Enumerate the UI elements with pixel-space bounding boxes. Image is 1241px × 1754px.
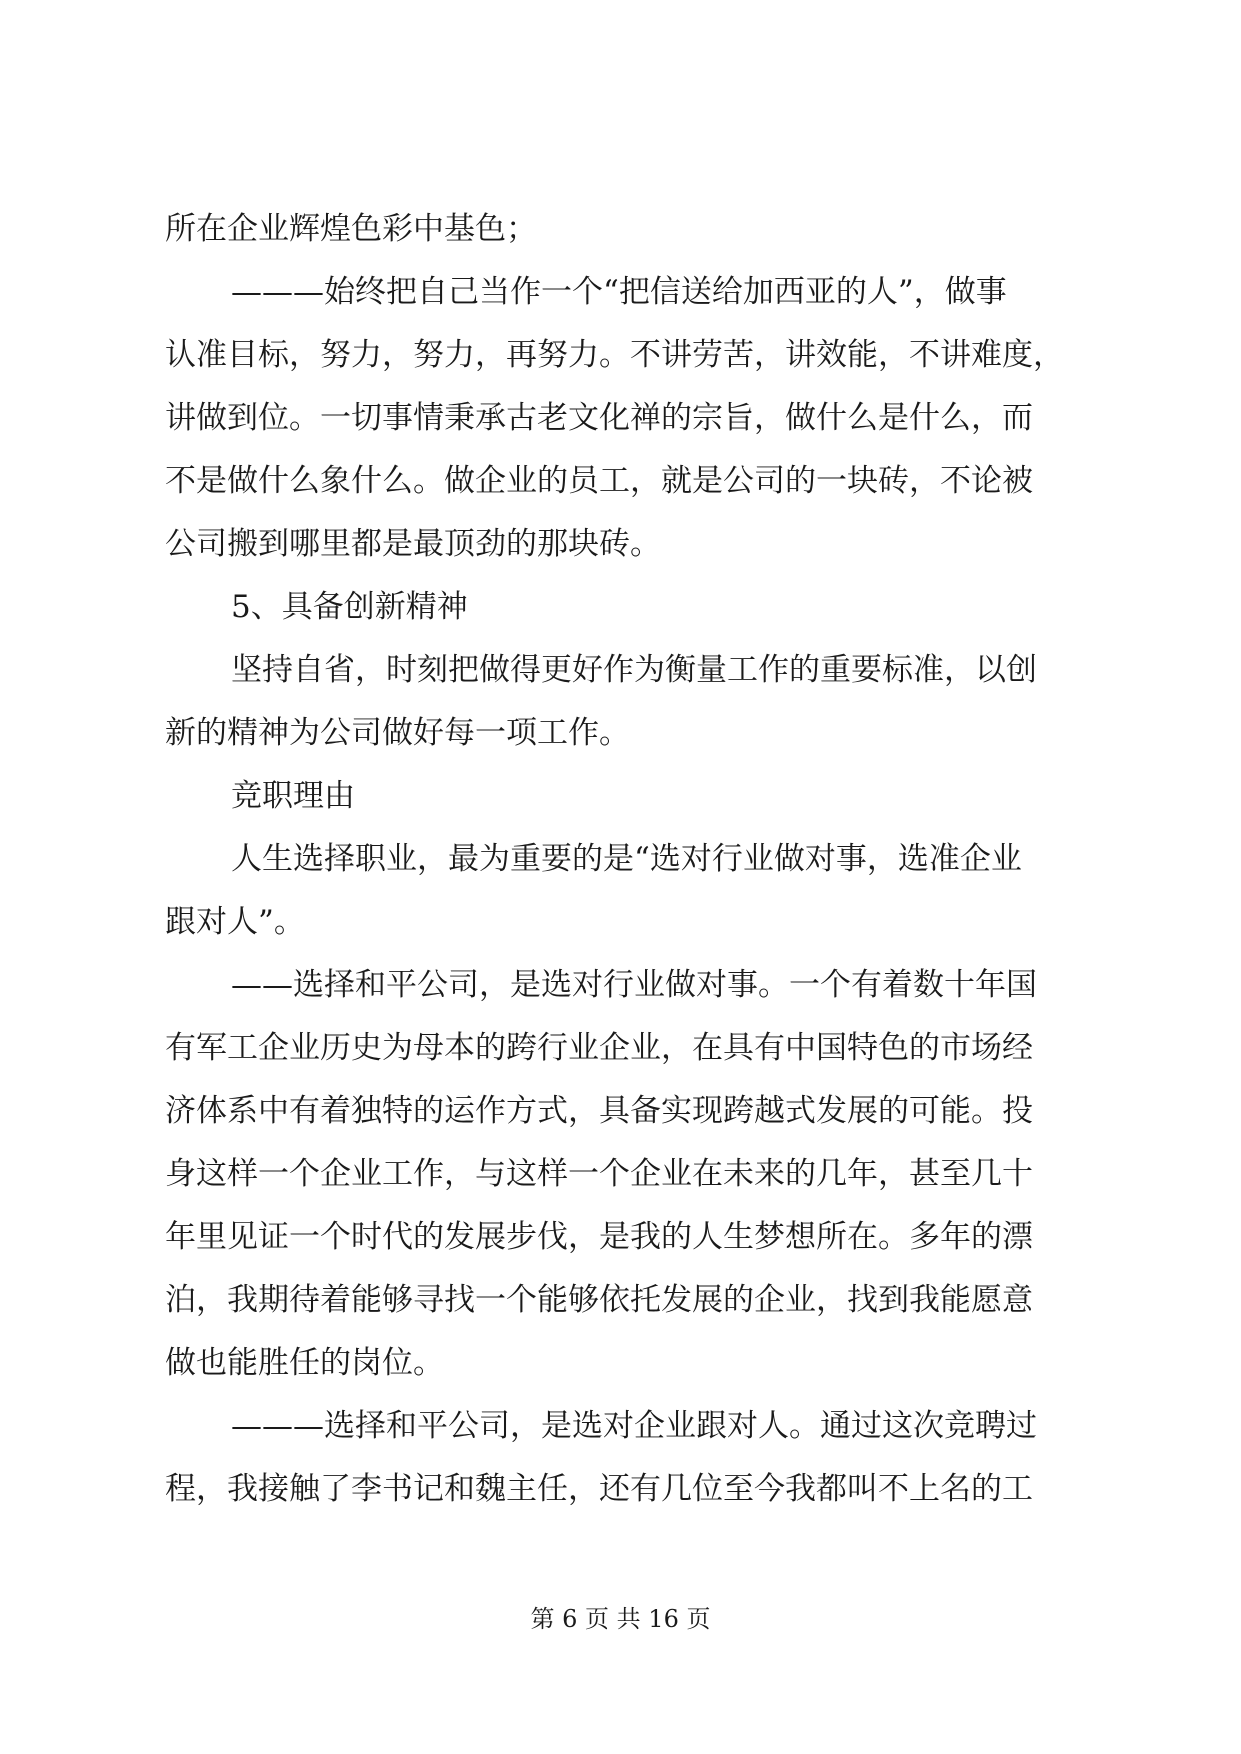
text-line-2: ———始终把自己当作一个“把信送给加西亚的人”，做事 <box>231 274 1007 310</box>
text-line-6: 公司搬到哪里都是最顶劲的那块砖。 <box>165 526 661 562</box>
text-line-8: 坚持自省，时刻把做得更好作为衡量工作的重要标准，以创 <box>231 652 1037 688</box>
text-line-20: ———选择和平公司，是选对企业跟对人。通过这次竞聘过 <box>231 1408 1037 1444</box>
text-line-5: 不是做什么象什么。做企业的员工，就是公司的一块砖，不论被 <box>165 463 1033 499</box>
page-number-footer: 第 6 页 共 16 页 <box>530 1605 711 1633</box>
text-line-14: 有军工企业历史为母本的跨行业企业，在具有中国特色的市场经 <box>165 1030 1033 1066</box>
section-heading-innovation: 5、具备创新精神 <box>231 589 468 625</box>
text-line-4: 讲做到位。一切事情秉承古老文化禅的宗旨，做什么是什么，而 <box>165 400 1033 436</box>
text-line-16: 身这样一个企业工作，与这样一个企业在未来的几年，甚至几十 <box>165 1156 1033 1192</box>
text-line-17: 年里见证一个时代的发展步伐，是我的人生梦想所在。多年的漂 <box>165 1219 1033 1255</box>
text-line-3: 认准目标，努力，努力，再努力。不讲劳苦，讲效能，不讲难度， <box>165 337 1064 373</box>
text-line-12: 跟对人”。 <box>165 904 305 940</box>
document-body <box>165 198 1085 1521</box>
text-line-1: 所在企业辉煌色彩中基色； <box>165 211 537 247</box>
text-line-9: 新的精神为公司做好每一项工作。 <box>165 715 630 751</box>
text-line-15: 济体系中有着独特的运作方式，具备实现跨越式发展的可能。投 <box>165 1093 1033 1129</box>
text-line-18: 泊，我期待着能够寻找一个能够依托发展的企业，找到我能愿意 <box>165 1282 1033 1318</box>
text-line-13: ——选择和平公司，是选对行业做对事。一个有着数十年国 <box>231 967 1037 1003</box>
section-heading-reasons: 竞职理由 <box>231 778 355 814</box>
text-line-11: 人生选择职业，最为重要的是“选对行业做对事，选准企业 <box>231 841 1022 877</box>
text-line-19: 做也能胜任的岗位。 <box>165 1345 444 1381</box>
text-line-21: 程，我接触了李书记和魏主任，还有几位至今我都叫不上名的工 <box>165 1471 1033 1507</box>
